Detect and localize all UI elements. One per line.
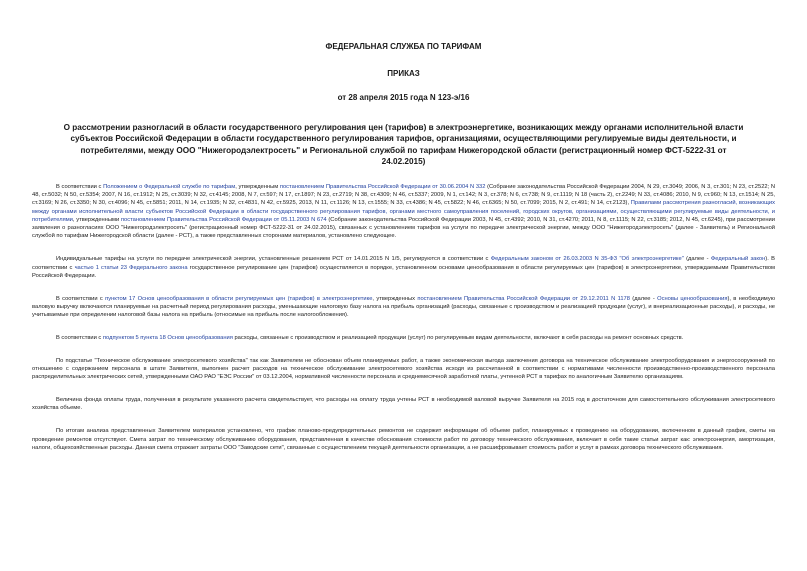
paragraph-text: По итогам анализа представленных Заявителем материалов установлено, что график планово-предупредительных ремонтов не содержит информации об объеме работ, планируемых к проведению на оборудовании, включенном в данный график, сметы на проведение ремонтов отсутствуют. Смета затрат по техническому обслуживанию оборудования, представленная в качестве обоснования стоимости работ по договору технического обслуживания, включает в себя такие статьи затрат как: электроэнергия, амортизация, налоги, общехозяйственные расходы. Данная смета отражает затраты ООО "Заводские сети", связанные с осуществлением текущей деятельности организации, а не расшифровывает стоимость работ и услуг в рамках договора технического обслуживания. [32, 428, 775, 451]
document-link[interactable]: частью 1 статьи 23 Федерального закона [74, 264, 188, 271]
document-link[interactable]: Положением о Федеральной службе по тарифам [103, 183, 236, 190]
paragraph-text: ), в необходимую валовую выручку включаются планируемые на расчетный период регулирования расходы, уменьшающие налоговую базу налога на прибыль организаций (расходы, связанные с производством и реализацией продукции (услуг), и внереализационные расходы), и расходы, не учитываемые при определении налоговой базы налога на прибыль (относимые на прибыль после налогообложения). [32, 295, 776, 319]
paragraph-text: расходы, связанные с производством и реализацией продукции (услуг) по регулируемым видам деятельности, включают в себя расходы на ремонт основных средств. [232, 334, 684, 341]
body-paragraph [32, 396, 775, 413]
document-link[interactable]: постановлением Правительства Российской Федерации от 29.12.2011 N 1178 [417, 295, 630, 302]
paragraph-text: , утвержденных [372, 295, 418, 302]
document-type: ПРИКАЗ [387, 69, 420, 78]
paragraph-text: (Собрание законодательства Российской Федерации 2004, N 29, ст.3049; 2006, N 3, ст.301; N 23, ст.2522; N 48, ст.5032; N 50, ст.5354; 2007, N 16, ст.1912; N 25, ст.3039; N 32, ст.4145; 2008, N 7, ст.597; N 17, ст.1897; N 23, ст.2719; N 38, ст.4309; N 46, ст.5337; 2009, N 1, ст.142; N 3, ст.378; N 6, ст.738; N 9, ст.1119; N 18 (часть 2), ст.2249; N 33, ст.4086; 2010, N 9, ст.960; N 13, ст.1514; N 25, ст.3169; N 26, ст.3350; N 30, ст.4096; N 45, ст.5851; 2011, N 14, ст.1935; N 32, ст.4831, N 42, ст.5925, 2013, N 11, ст.1126; N 13, ст.1555; N 33, ст.4386; N 45, ст.5822; N 46, ст.6365; N 50, ст.7099; 2015, N 2, ст.491; N 14, ст.2123), [32, 183, 776, 207]
body-paragraph [32, 295, 775, 320]
document-link[interactable]: пунктом 17 Основ ценообразования в области регулируемых цен (тарифов) в электроэнергетике [105, 295, 373, 302]
paragraph-text: государственное регулирование цен (тарифов) осуществляется в порядке, установленном основами ценообразования в области регулируемых цен (тарифов) в электроэнергетике, утверждаемыми Правительством Российской Федерации. [32, 264, 775, 279]
paragraph-text: ). В соответствии с [32, 256, 775, 271]
document-date-number: от 28 апреля 2015 года N 123-э/16 [337, 93, 470, 102]
paragraph-text: , утвержденным [235, 183, 280, 190]
document-subject: О рассмотрении разногласий в области государственного регулирования цен (тарифов) в электроэнергетике, возникающих между органами исполнительной власти субъектов Российской Федерации в области государственного регулирования тарифов, организациями, осуществляющими регулируемые виды деятельности, и потребителями, между ООО "Нижегородэлектросеть" и Региональной службой по тарифам Нижегородской области (регистрационный номер ФСТ-5222-31 от 24.02.2015) [63, 123, 744, 167]
paragraph-text: В соответствии с [56, 183, 104, 190]
document-body [32, 183, 775, 453]
paragraph-text: В соответствии с [56, 295, 106, 302]
body-paragraph [32, 427, 775, 452]
document-link[interactable]: Правилами рассмотрения разногласий, возникающих между органами исполнительной власти субъектов Российской Федерации в области государственного регулирования тарифов, органами местного самоуправления поселений, городских округов, организациями, осуществляющими регулируемые виды деятельности, и потребителями [32, 200, 775, 223]
body-paragraph [32, 183, 775, 241]
agency-title: ФЕДЕРАЛЬНАЯ СЛУЖБА ПО ТАРИФАМ [325, 42, 482, 51]
body-paragraph [32, 255, 775, 280]
paragraph-text: (далее - [629, 295, 658, 302]
document-link[interactable]: подпунктом 5 пункта 18 Основ ценообразования [102, 334, 233, 341]
document-link[interactable]: постановлением Правительства Российской Федерации от 05.11.2003 N 674 [120, 216, 327, 223]
document-link[interactable]: Федеральным законом от 26.03.2003 N 35-ФЗ "Об электроэнергетике" [490, 256, 684, 263]
document-link[interactable]: постановлением Правительства Российской Федерации от 30.06.2004 N 332 [279, 183, 486, 190]
paragraph-text: Величина фонда оплаты труда, полученная в результате указанного расчета свидетельствует, что расходы на оплату труда учтены РСТ в необходимой валовой выручке Заявителя на 2015 год в достаточном для самостоятельного обслуживания электросетевого хозяйства объеме. [32, 397, 775, 412]
document-link[interactable]: Федеральный закон [710, 256, 766, 263]
paragraph-text: (далее - [683, 256, 711, 263]
paragraph-text: По подстатье "Техническое обслуживание электросетевого хозяйства" так как Заявителем не обоснован объем планируемых работ, а также экономическая выгода заключения договора на техническое обслуживание электрооборудования и энергосооружений по отношению с содержанием персонала в штате Заявителя, выполнен расчет расходов на техническое обслуживание электросетевого хозяйства исходя из рассчитанной в соответствии с нормативами численности производственно-производственного персонала распределительных электрических сетей, утвержденными ОАО РАО "ЕЭС России" от 03.12.2004, нормативной численности персонала и среднемесячной заработной платы, учтенной РСТ в тарифах по аналогичным Заявителю организациям. [32, 357, 775, 381]
paragraph-text: Индивидуальные тарифы на услуги по передаче электрической энергии, установленные решением РСТ от 14.01.2015 N 1/5, регулируются в соответствии с [56, 256, 491, 263]
body-paragraph [32, 334, 775, 342]
document-link[interactable]: Основы ценообразования [657, 295, 728, 302]
paragraph-text: (Собрание законодательства Российской Федерации 2003, N 45, ст.4392; 2010, N 31, ст.4270; 2011, N 8, ст.1115; N 22, ст.3185; 2012, N 45, ст.6245), при рассмотрении заявления о разногласиях ООО "Нижегородэлектросеть" (регистрационный номер ФСТ-5222-31 от 24.02.2015), связанных с установлением тарифов на услуги по передаче электрической энергии, между ООО "Нижегородэлектросеть" (далее - Заявитель) и Региональной службой по тарифам Нижегородской области (далее - РСТ), а также представленных сторонами материалов, установлено следующее. [32, 216, 775, 240]
paragraph-text: , утвержденными [72, 216, 121, 223]
paragraph-text: В соответствии с [56, 334, 103, 341]
body-paragraph [32, 357, 775, 382]
